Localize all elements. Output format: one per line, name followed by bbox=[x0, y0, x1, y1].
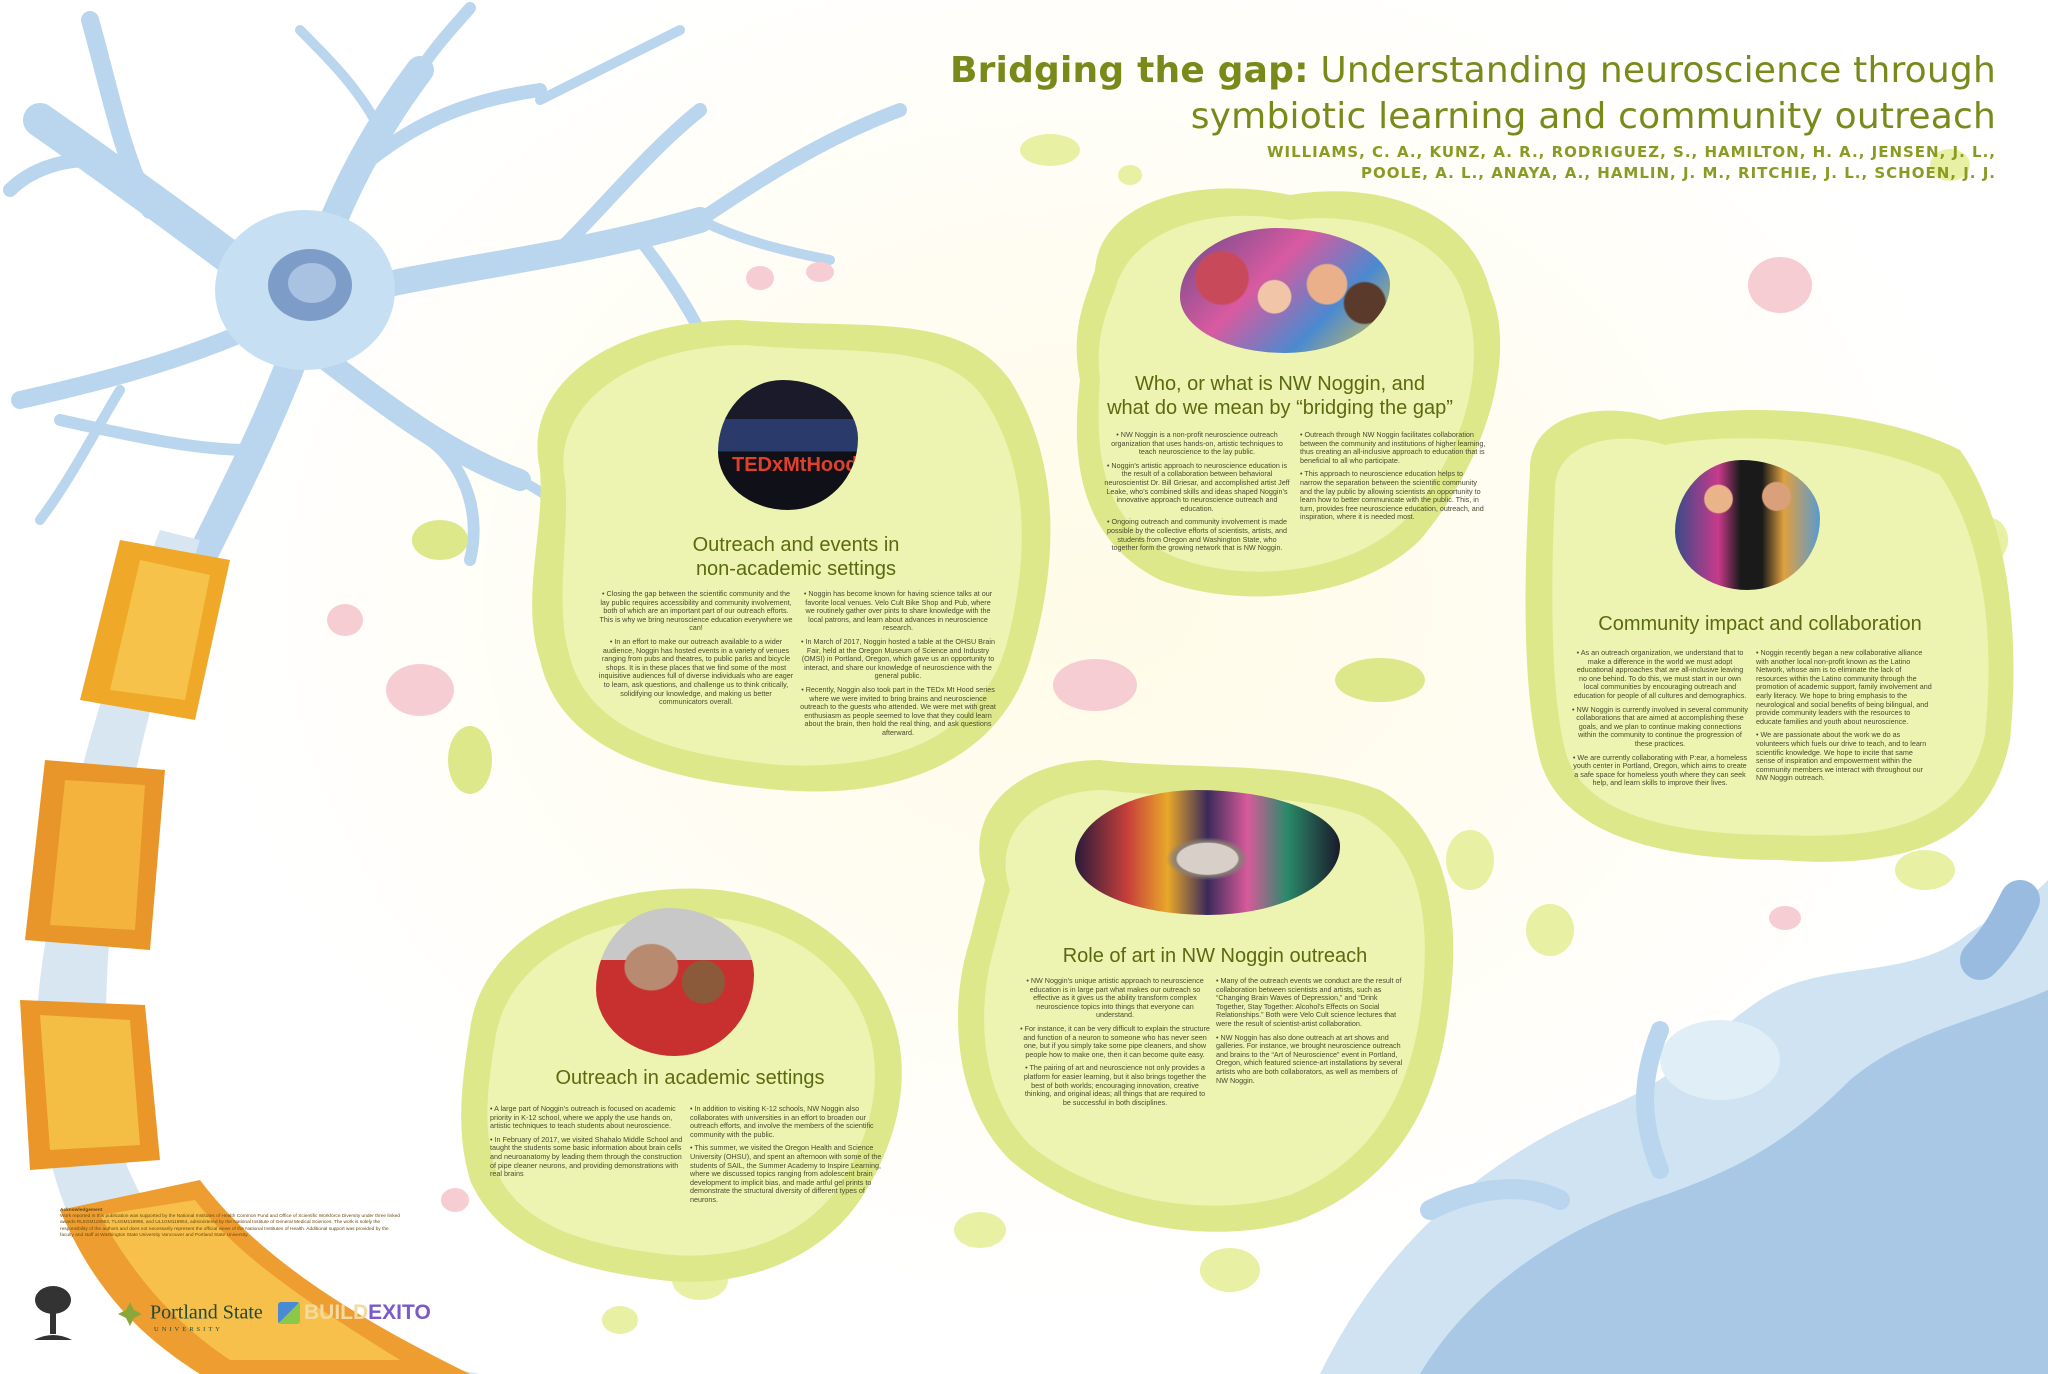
community-text-right bbox=[1756, 649, 1932, 788]
title-bold: Bridging the gap: bbox=[949, 50, 1309, 91]
art-title: Role of art in NW Noggin outreach bbox=[1062, 945, 1368, 967]
portland-state-logo bbox=[116, 1300, 263, 1333]
axon-myelin bbox=[20, 530, 480, 1374]
build-puzzle-icon bbox=[278, 1302, 300, 1324]
noggin-bullet: • This approach to neuroscience education helps to narrow the separation between the scientific community and the lay public by allowing scientists an opportunity to learn how to better communicate with the public. This, in turn, provides free neuroscience education, outreach, and inspiration, where it is needed most. bbox=[1300, 469, 1484, 522]
community-bullet: • NW Noggin is currently involved in several community collaborations that are aimed at accomplishing these goals, and we plan to continue making connections within the community to continue the progression of these practices. bbox=[1572, 704, 1748, 748]
ack-heading: Acknowledgement bbox=[60, 1208, 103, 1213]
title-line1: Understanding neuroscience through bbox=[1308, 50, 1996, 91]
community-bullet: • Noggin recently began a new collaborative alliance with another local non-profit known as the Latino Network, whose aim is to eliminate the lack of resources within the Latino community through the promotion of academic support, family involvement and early literacy. We hope to bring emphasis to the neurological and social benefits of being bilingual, and provide community leaders with the resources to educate families and youth about neuroscience. bbox=[1756, 648, 1932, 726]
academic-text-right bbox=[690, 1105, 886, 1210]
art-bullet: • NW Noggin has also done outreach at art shows and galleries. For instance, we brought neuroscience outreach and brains to the “Art of Neuroscience” event in Portland, Oregon, which featured science-art installations by several artists who are both collaborators, as well as members of NW Noggin. bbox=[1216, 1032, 1403, 1085]
community-bullet: • As an outreach organization, we understand that to make a difference in the world we must adopt educational approaches that are all-inclusive leaving no one behind. To do this, we must start in our own local communities by encouraging outreach and education for people of all cultures and demographics. bbox=[1573, 648, 1747, 700]
nonacademic-bullet: • Closing the gap between the scientific community and the lay public requires accessibility and community involvement, both of which are an important part of our outreach efforts. This is why we bring neuroscience education everywhere we can! bbox=[599, 589, 793, 633]
noggin-bullet: • NW Noggin is a non-profit neuroscience outreach organization that uses hands-on, artistic techniques to teach neuroscience to the lay public. bbox=[1111, 430, 1283, 457]
nonacademic-bullet: • In March of 2017, Noggin hosted a table at the OHSU Brain Fair, held at the Oregon Museum of Science and Industry (OMSI) in Portland, Oregon, which gave us an opportunity to interact, and share our knowledge of neuroscience with the general public. bbox=[801, 636, 995, 681]
academic-text-left bbox=[490, 1105, 686, 1184]
art-text-left bbox=[1020, 977, 1210, 1112]
art-bullet: • NW Noggin’s unique artistic approach to neuroscience education is in large part what makes our outreach so effective as it gives us the ability transform complex neuroscience topics into things that everyone can understand. bbox=[1026, 976, 1204, 1020]
noggin-bullet: • Outreach through NW Noggin facilitates collaboration between the community and institutions of higher learning, thus creating an all-inclusive approach to education that is beneficial to all who participate. bbox=[1300, 430, 1486, 465]
authors-line2: POOLE, A. L., ANAYA, A., HAMLIN, J. M., RITCHIE, J. L., SCHOEN, J. J. bbox=[1360, 164, 1996, 182]
community-text-left bbox=[1572, 649, 1748, 793]
psu-name: Portland State bbox=[150, 1301, 263, 1324]
authors-line1: WILLIAMS, C. A., KUNZ, A. R., RODRIGUEZ, S., HAMILTON, H. A., JENSEN, J. L., bbox=[1266, 143, 1996, 161]
exito-text: EXITO bbox=[368, 1301, 431, 1324]
author-list bbox=[816, 142, 1996, 184]
title-line2: symbiotic learning and community outreach bbox=[1190, 96, 1996, 137]
community-section-title bbox=[1555, 612, 1965, 636]
academic-title: Outreach in academic settings bbox=[555, 1067, 825, 1089]
tree-logo bbox=[28, 1282, 78, 1352]
academic-bullet: • In February of 2017, we visited Shahalo Middle School and taught the students some basic information about brain cells and neuroanatomy by leading them through the construction of pipe cleaner neurons, and providing demonstrations with real brains bbox=[490, 1134, 683, 1179]
poster-title bbox=[816, 48, 1996, 140]
nonacademic-text-right bbox=[800, 590, 996, 743]
academic-bullet: • In addition to visiting K-12 schools, NW Noggin also collaborates with universities in an effort to broaden our outreach efforts, and involve the members of the scientific community with the public. bbox=[690, 1104, 874, 1139]
build-exito-logo bbox=[278, 1301, 431, 1325]
noggin-text-left bbox=[1104, 431, 1290, 558]
nonacademic-text-left bbox=[598, 590, 794, 712]
nonacademic-section-title bbox=[596, 533, 996, 581]
art-section-title bbox=[1015, 944, 1415, 968]
art-bullet: • The pairing of art and neuroscience not only provides a platform for easier learning, but it also brings together the best of both worlds; encouraging innovation, creative thinking, and original ideas; all things that are required to be successful in both disciplines. bbox=[1023, 1063, 1207, 1107]
acknowledgement bbox=[60, 1208, 400, 1239]
noggin-bullet: • Noggin’s artistic approach to neuroscience education is the result of a collaboration between behavioral neuroscientist Dr. Bill Griesar, and accomplished artist Jeff Leake, who’s combined skills and ideas shaped Noggin’s innovative approach to neuroscience outreach and education. bbox=[1104, 460, 1290, 513]
community-title: Community impact and collaboration bbox=[1598, 613, 1922, 635]
nonacademic-title-line2: non-academic settings bbox=[695, 558, 897, 580]
art-text-right bbox=[1216, 977, 1406, 1090]
community-bullet: • We are passionate about the work we do as volunteers which fuels our drive to teach, and to learn scientific knowledge. We hope to incite that same sense of inspiration and empowerment within the community members we interact with throughout our NW Noggin outreach. bbox=[1756, 730, 1927, 783]
noggin-title-line2: what do we mean by “bridging the gap” bbox=[1107, 397, 1453, 419]
noggin-bullet: • Ongoing outreach and community involvement is made possible by the collective efforts of scientists, artists, and students from Oregon and Washington State, who together form the growing network that is NW Noggin. bbox=[1106, 517, 1288, 553]
psu-sub: UNIVERSITY bbox=[154, 1326, 223, 1333]
community-bullet: • We are currently collaborating with P:ear, a homeless youth center in Portland, Oregon, which aims to create a safe space for homeless youth where they can seek help, and learn skills to improve their lives. bbox=[1572, 752, 1748, 788]
nonacademic-bullet: • In an effort to make our outreach available to a wider audience, Noggin has hosted events in a variety of venues ranging from pubs and theatres, to public parks and bicycle shops. It is in these places that we find some of the most inquisitive audiences full of diverse individuals who are eager to learn, ask questions, and challenge us to think critically, solidifying our knowledge, and making us better communicators overall. bbox=[598, 636, 794, 707]
academic-section-title bbox=[500, 1066, 880, 1090]
art-bullet: • Many of the outreach events we conduct are the result of collaboration between scientists and artists, such as “Changing Brain Waves of Depression,” and “Drink Together, Stay Together: Alcohol’s Effects on Social Relationships.” Both were Velo Cult science lectures that were the result of scientist-artist collaboration. bbox=[1216, 976, 1402, 1028]
nonacademic-bullet: • Noggin has become known for having science talks at our favorite local venues. Velo Cult Bike Shop and Pub, where we routinely gather over pints to share knowledge with the local patrons, and learn about advances in neuroscience research. bbox=[803, 589, 993, 633]
ack-text: Work reported in this publication was supported by the National Institutes of Health Common Fund and Office of Scientific Workforce Diversity under three linked awards RL5GM118963, TL4GM118965, and UL1GM118964, administered by the National Institute of General Medical Sciences. The work is solely the responsibility of the authors and does not necessarily represent the official views of the National Institutes of Health. Additional support was provided by the faculty and staff at Washington State University Vancouver and Portland State University. bbox=[60, 1214, 400, 1238]
build-text: BUILD bbox=[304, 1301, 369, 1324]
noggin-title-line1: Who, or what is NW Noggin, and bbox=[1134, 373, 1426, 395]
psu-leaf-icon bbox=[116, 1300, 144, 1328]
art-bullet: • For instance, it can be very difficult to explain the structure and function of a neuron to someone who has never seen one, but if you simply take some pipe cleaners, and show people how to make one, then it can become quite easy. bbox=[1020, 1023, 1210, 1059]
noggin-text-right bbox=[1300, 431, 1486, 527]
nonacademic-bullet: • Recently, Noggin also took part in the TEDx Mt Hood series where we were invited to bring brains and neuroscience outreach to the guests who attended. We were met with great enthusiasm as people seemed to love that they could learn about the brain, then hold the real thing, and ask questions afterward. bbox=[800, 684, 996, 737]
tedx-caption: TEDxMtHood bbox=[732, 454, 858, 476]
noggin-section-title bbox=[1080, 372, 1480, 420]
nonacademic-title-line1: Outreach and events in bbox=[692, 534, 900, 556]
academic-bullet: • A large part of Noggin’s outreach is focused on academic priority in K-12 school, where we apply the use hands on, artistic techniques to teach students about neuroscience. bbox=[490, 1104, 676, 1131]
academic-bullet: • This summer, we visited the Oregon Health and Science University (OHSU), and spent an afternoon with some of the students of SAIL, the Summer Academy to Inspire Learning, where we discussed topics ranging from adolescent brain development to implicit bias, and made artful gel prints to demonstrate the structural diversity of different types of neurons. bbox=[690, 1143, 882, 1204]
